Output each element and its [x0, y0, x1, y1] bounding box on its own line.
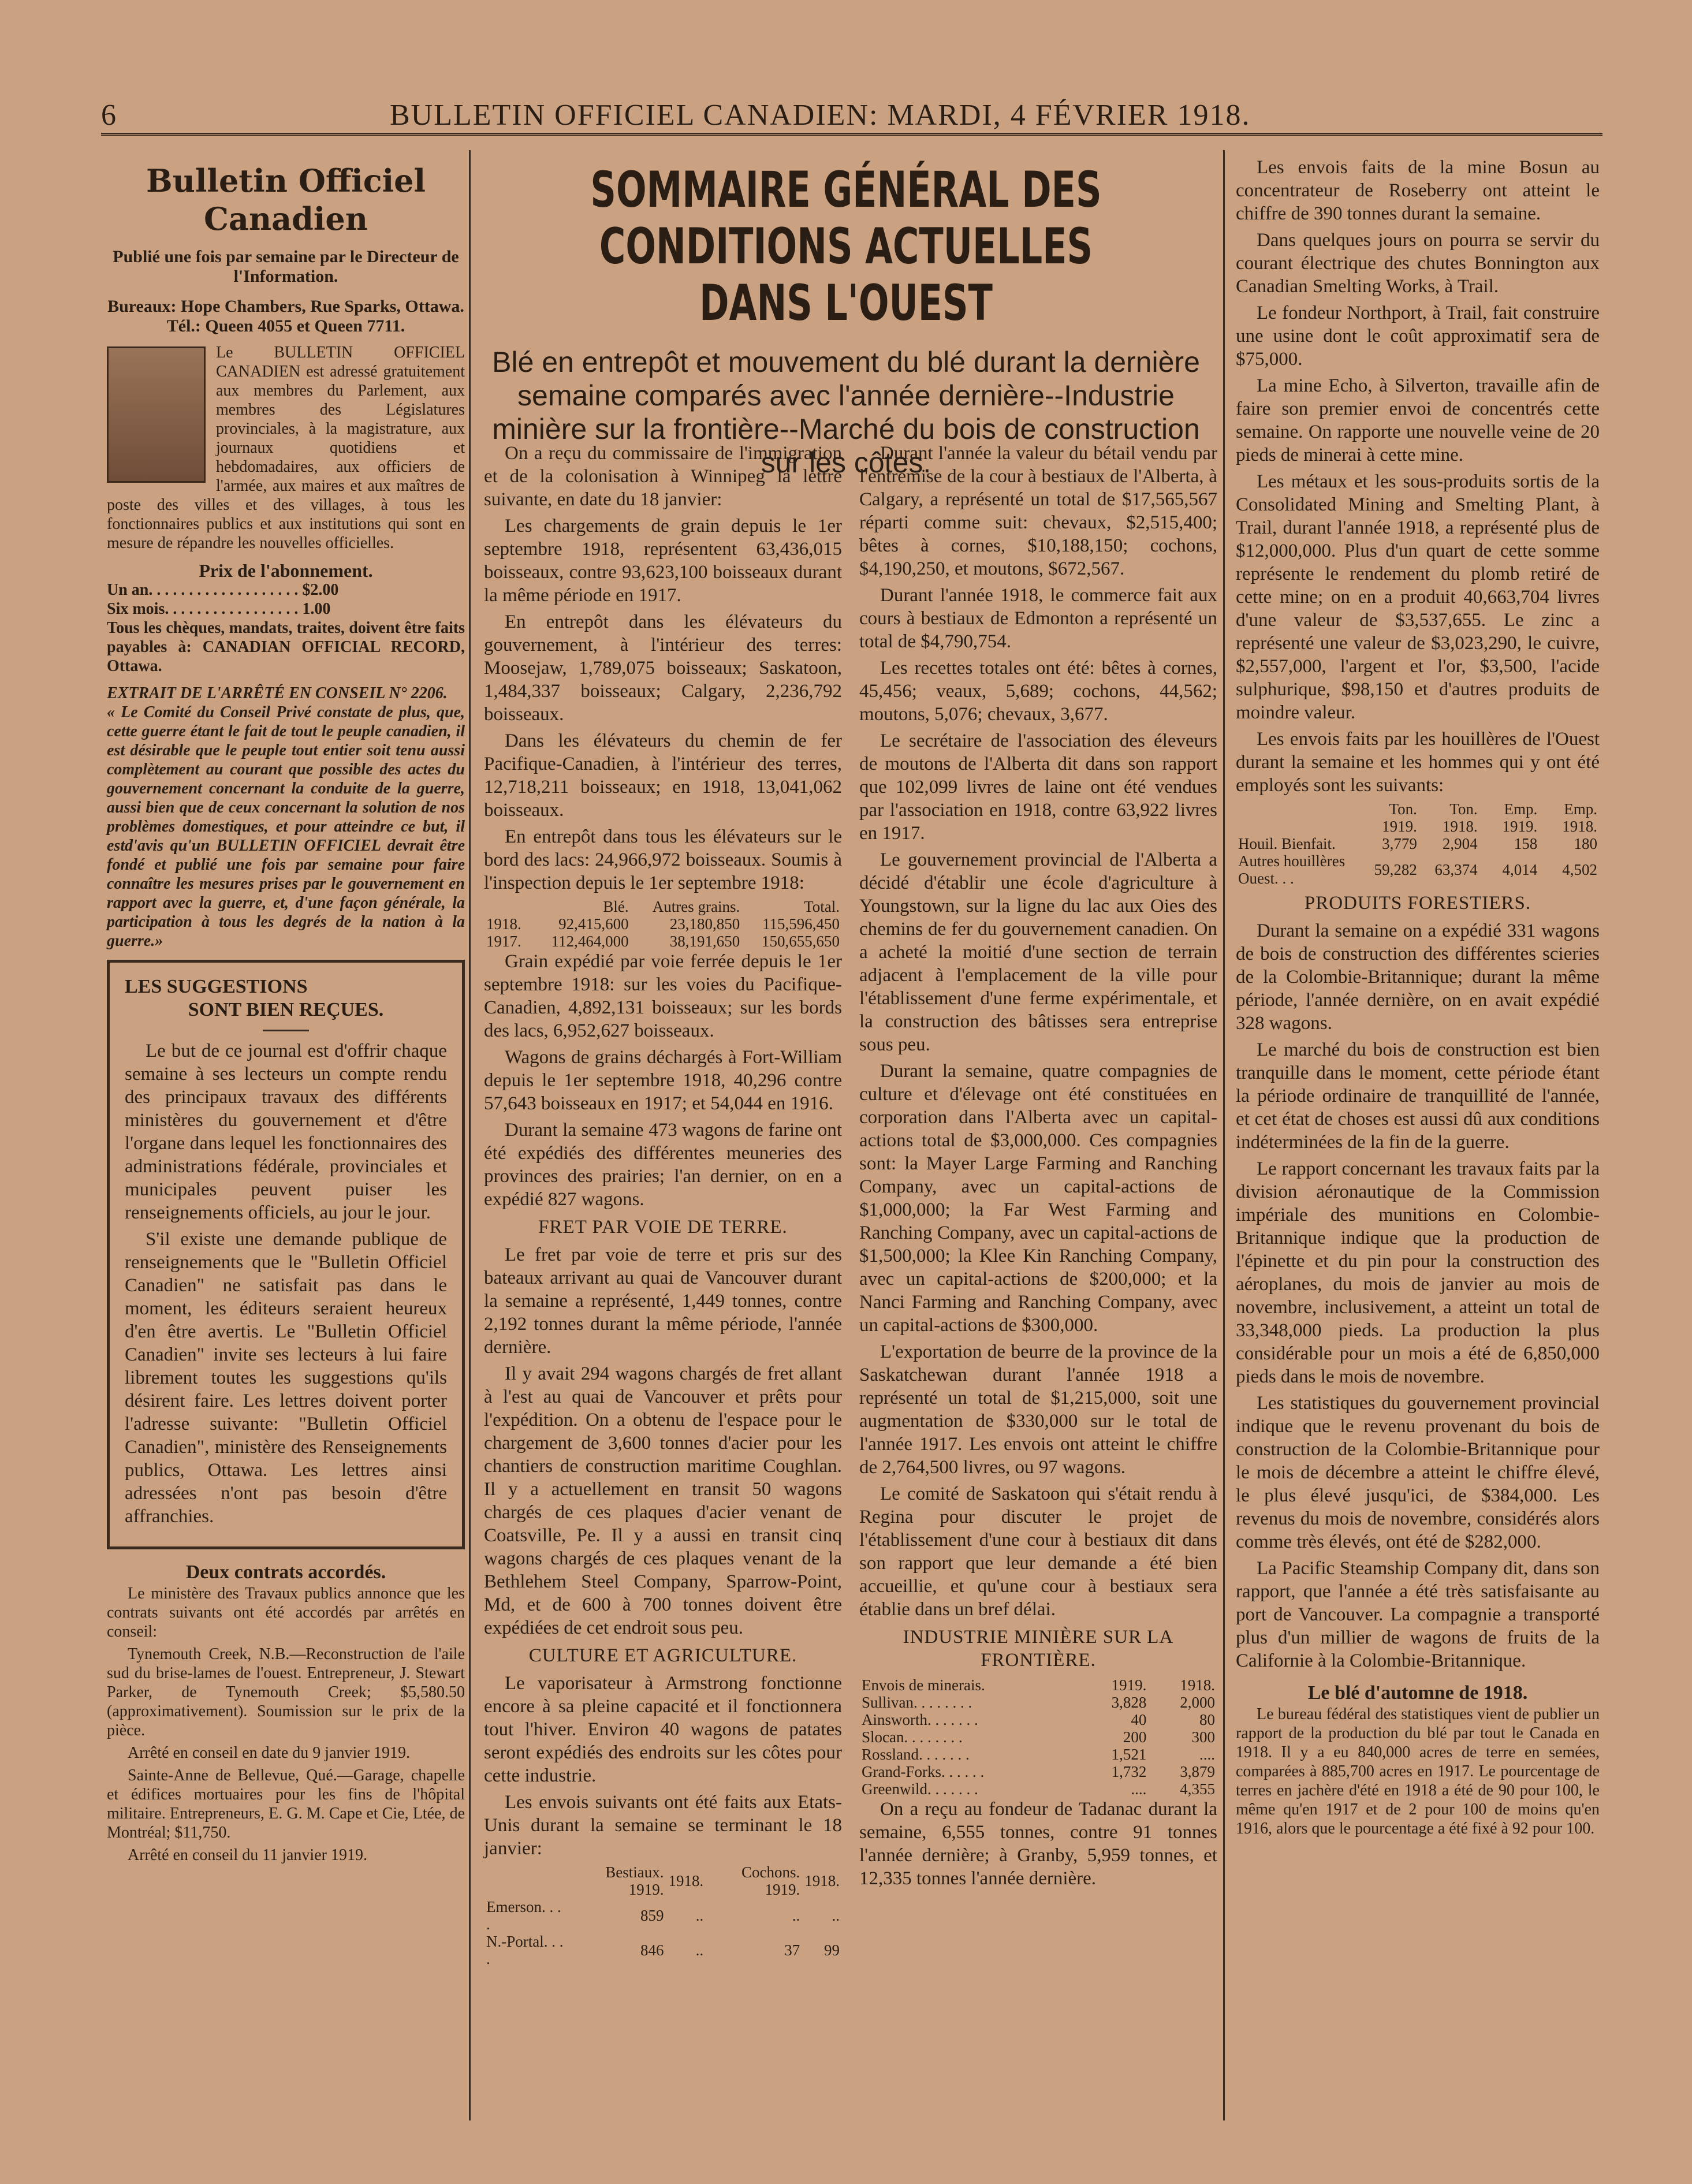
para: Les envois suivants ont été faits aux Etats-Unis durant la semaine se terminant le 18 janvier:	[484, 1792, 842, 1859]
table-cell: Sullivan. . . . . . . .	[862, 1694, 972, 1711]
para: Le vaporisateur à Armstrong fonctionne encore à sa pleine capacité et il fonctionnera tout l'hiver. Environ 40 wagons de patates seront expédiés des endroits sur les côtes pour cette industrie.	[484, 1673, 842, 1786]
masthead-title: Bulletin Officiel Canadien	[146, 162, 426, 237]
main-article-head	[476, 162, 1216, 479]
table-cell: 4,355	[1180, 1780, 1215, 1798]
para: Les chargements de grain depuis le 1er septembre 1918, représentent 63,436,015 boisseaux, contre 93,623,100 boisseaux durant la même période en 1917.	[484, 516, 842, 606]
para: Le marché du bois de construction est bien tranquille dans le moment, cette période étant la période ordinaire de tranquillité de l'année, et cet état de choses est aussi dû aux conditions indéterminées de la fin de la guerre.	[1236, 1039, 1600, 1153]
para: Le bureau fédéral des statistiques vient de publier un rapport de la production du blé par tout le Canada en 1918. Il y a eu 840,000 acres de terre en semées, comparées à 885,700 acres en 1917. Le pourcentage de terres en jachère d'été en 1918 a été de 90 pour 100, le même qu'en 1917 et de 2 pour 100 de moins qu'en 1916, alors que le pourcentage a été fixé à 92 pour 100.	[1236, 1705, 1600, 1838]
para: Le comité de Saskatoon qui s'était rendu à Regina pour discuter le projet de l'établissement d'une cour à bestiaux dit dans son rapport que leur demande a été bien accueillie, et qu'une cour à bestiaux sera établie dans un bref délai.	[859, 1484, 1217, 1620]
para: Les envois faits par les houillères de l'Ouest durant la semaine et les hommes qui y ont été employés sont les suivants:	[1236, 729, 1600, 796]
table-cell: 112,464,000	[551, 933, 629, 950]
para: Dans quelques jours on pourra se servir du courant électrique des chutes Bonnington aux Canadian Smelting Works, à Trail.	[1236, 230, 1600, 297]
contrats-p1: Le ministère des Travaux publics annonce que les contrats suivants ont été accordés par arrêtés en conseil:	[107, 1585, 465, 1641]
page-number: 6	[101, 99, 116, 132]
table-cell: Rossland. . . . . . .	[862, 1746, 970, 1763]
prix-an: Un an. . . . . . . . . . . . . . . . . . . $2.00	[107, 581, 339, 599]
para: En entrepôt dans les élévateurs du gouvernement, à l'intérieur des terres: Moosejaw, 1,789,075 boisseaux; Saskatoon, 1,484,337 boisseaux; Calgary, 2,236,792 boisseaux.	[484, 612, 842, 725]
prix-mois: Six mois. . . . . . . . . . . . . . . . . 1.00	[107, 600, 331, 618]
table-cell: 59,282	[1374, 861, 1417, 878]
para: Durant la semaine on a expédié 331 wagons de bois de construction des différentes scieries de la Colombie-Britannique; durant la même période, l'année dernière, on en avait expédié 328 wagons.	[1236, 920, 1600, 1034]
table-cell: ....	[1199, 1746, 1215, 1763]
table-cell: 1919.	[1111, 1676, 1147, 1694]
mine-title: INDUSTRIE MINIÈRE SUR LA FRONTIÈRE.	[903, 1627, 1174, 1671]
table-cell: 63,374	[1434, 861, 1478, 878]
table-cell: Total.	[804, 898, 840, 915]
contrats-p2: Tynemouth Creek, N.B.—Reconstruction de l'aile sud du brise-lames de l'ouest. Entrepreneur, J. Stewart Parker, de Tynemouth Creek; $5,580.50 (approximativement). Soumission sur le prix de la pièce.	[107, 1645, 465, 1739]
table-cell: 859	[640, 1907, 664, 1924]
table-cell: ..	[695, 1907, 704, 1924]
table-cell: Greenwild. . . . . . .	[862, 1780, 978, 1798]
table-cell: Cochons. 1919.	[741, 1864, 800, 1898]
houille-table	[1236, 800, 1600, 887]
masthead-column	[107, 162, 465, 1868]
header-rule	[101, 133, 1602, 136]
table-cell: 4,014	[1502, 861, 1538, 878]
suggestions-title-2: SONT BIEN REÇUES.	[188, 999, 384, 1020]
column-rule	[469, 150, 471, 2120]
headline: SOMMAIRE GÉNÉRAL DES CONDITIONS ACTUELLES DANS L'OUEST	[590, 161, 1102, 332]
para: Les métaux et les sous-produits sortis de la Consolidated Mining and Smelting Plant, à Trail, durant l'année 1918, a représenté plus de $12,000,000. Plus d'un quart de cette somme représente le rendement du plomb retiré de cette mine; on en a produit 40,663,704 livres d'une valeur de $3,537,655. Le zinc a représenté une valeur de $3,023,290, le cuivre, $2,557,000, l'argent et l'or, $3,500, l'acide sulphurique, $98,150 et d'autres produits de moindre valeur.	[1236, 471, 1600, 723]
table-cell	[484, 1864, 570, 1898]
para: La mine Echo, à Silverton, travaille afin de faire son premier envoi de concentrés cette semaine. On rapporte une nouvelle veine de 20 pieds de minerai à cette mine.	[1236, 375, 1600, 465]
table-cell: Autres grains.	[652, 898, 740, 915]
table-cell: ..	[792, 1907, 800, 1924]
article-column-a	[484, 442, 842, 1967]
fret-title: FRET PAR VOIE DE TERRE.	[538, 1217, 788, 1238]
table-cell: 40	[1131, 1711, 1147, 1728]
contrats-p3: Arrêté en conseil en date du 9 janvier 1919.	[128, 1744, 411, 1762]
table-cell: Bestiaux. 1919.	[605, 1864, 664, 1898]
table-cell: Envois de minerais.	[862, 1676, 985, 1694]
table-cell: Emp. 1919.	[1502, 800, 1538, 835]
para: Le secrétaire de l'association des éleveurs de moutons de l'Alberta dit dans son rapport que 102,099 livres de laine ont été vendues par l'association en 1918, contre 63,922 livres en 1917.	[859, 731, 1217, 844]
table-cell: Blé.	[603, 898, 629, 915]
bestiaux-table	[484, 1864, 842, 1967]
forest-title: PRODUITS FORESTIERS.	[1304, 893, 1531, 914]
table-cell: 300	[1191, 1728, 1215, 1746]
table-cell: 1,521	[1111, 1746, 1147, 1763]
suggestions-p1: Le but de ce journal est d'offrir chaque semaine à ses lecteurs un compte rendu des principaux travaux des différents ministères du gouvernement et d'être l'organe dans lequel les fonctionnaires des administrations fédérale, provinciales et municipales peuvent puiser les renseignements officiels, au jour le jour.	[125, 1041, 447, 1223]
extrait-title: EXTRAIT DE L'ARRÊTÉ EN CONSEIL N° 2206.	[107, 684, 448, 702]
grain-table	[484, 898, 842, 950]
right-column	[1236, 156, 1600, 1842]
table-cell: 846	[640, 1941, 664, 1959]
table-cell: 2,000	[1180, 1694, 1215, 1711]
table-cell: 1918.	[668, 1872, 704, 1889]
coat-of-arms-icon	[107, 346, 206, 483]
deck: Blé en entrepôt et mouvement du blé durant la dernière semaine comparés avec l'année dernière--Industrie minière sur la frontière--Marché du bois de construction sur les côtes.	[492, 346, 1200, 479]
prix-title: Prix de l'abonnement.	[199, 560, 373, 581]
table-cell: ..	[695, 1941, 704, 1959]
table-cell: 38,191,650	[669, 933, 740, 950]
table-cell: 3,828	[1111, 1694, 1147, 1711]
table-cell: 3,879	[1180, 1763, 1215, 1780]
suggestions-box	[107, 960, 465, 1549]
para: Les recettes totales ont été: bêtes à cornes, 45,456; veaux, 5,689; cochons, 44,562; moutons, 5,076; chevaux, 3,677.	[859, 658, 1217, 725]
table-cell: Slocan. . . . . . . .	[862, 1728, 963, 1746]
table-cell: N.-Portal. . . .	[486, 1933, 564, 1967]
table-cell: 1918.	[804, 1872, 840, 1889]
para: Il y avait 294 wagons chargés de fret allant à l'est au quai de Vancouver et prêts pour l'expédition. On a obtenu de l'espace pour le chargement de 3,600 tonnes d'acier pour les chantiers de construction maritime Coughlan. Il y a actuellement en transit 50 wagons chargés de ces plaques d'acier venant de Coatsville, Pe. Il y a aussi en transit cinq wagons chargés de ces plaques venant de la Bethlehem Steel Company, Sparrow-Point, Md, et de 600 à 700 tonnes doivent être expédiées de cet endroit sous peu.	[484, 1363, 842, 1638]
table-cell: 158	[1514, 835, 1538, 852]
masthead-pub: Publié une fois par semaine par le Directeur de l'Information.	[113, 247, 459, 286]
table-cell: 99	[824, 1941, 840, 1959]
suggestions-title-1: LES SUGGESTIONS	[125, 976, 308, 997]
article-column-b	[859, 442, 1217, 1894]
para: Le fret par voie de terre et pris sur des bateaux arrivant au quai de Vancouver durant la semaine a représenté, 1,449 tonnes, contre 2,192 tonnes durant la même période, l'année dernière.	[484, 1244, 842, 1358]
para: Durant l'année la valeur du bétail vendu par l'entremise de la cour à bestiaux de l'Alberta, à Calgary, a représenté un total de $17,565,567 réparti comme suit: chevaux, $2,515,400; bêtes à cornes, $10,188,150; cochons, $4,190,250, et moutons, $672,567.	[859, 443, 1217, 579]
table-cell: 37	[784, 1941, 800, 1959]
table-cell: 1918.	[486, 915, 521, 933]
contrats-p4: Sainte-Anne de Bellevue, Qué.—Garage, chapelle et édifices mortuaires pour les fins de l'hôpital militaire. Entrepreneurs, E. G. M. Cape et Cie, Ltée, de Montréal; $11,750.	[107, 1766, 465, 1842]
para: Dans les élévateurs du chemin de fer Pacifique-Canadien, à l'intérieur des terres, 12,718,211 boisseaux; en 1918, 13,041,062 boisseaux.	[484, 731, 842, 821]
masthead-desc: Le BULLETIN OFFICIEL CANADIEN est adressé gratuitement aux membres du Parlement, aux membres des Législatures provinciales, à la magistrature, aux journaux quotidiens et hebdomadaires, aux officiers de l'armée, aux maires et aux maîtres de poste des villes et des villages, à tous les fonctionnaires publics et aux institutions qui sont en mesure de répandre les nouvelles officielles.	[107, 344, 465, 552]
masthead-bureaux: Bureaux: Hope Chambers, Rue Sparks, Ottawa.	[107, 297, 464, 316]
divider	[263, 1030, 309, 1031]
para: Durant la semaine 473 wagons de farine ont été expédiés des différentes meuneries des provinces des prairies; l'an dernier, on en a expédié 827 wagons.	[484, 1120, 842, 1210]
table-cell: 1,732	[1111, 1763, 1147, 1780]
table-cell: 1918.	[1180, 1676, 1215, 1694]
column-rule	[1223, 150, 1225, 2120]
contrats-title: Deux contrats accordés.	[185, 1561, 386, 1583]
extrait-text: « Le Comité du Conseil Privé constate de plus, que, cette guerre étant le fait de tout le peuple canadien, il est désirable que le peuple tout entier soit tenu aussi complètement au courant que possible des actes du gouvernement concernant la conduite de la guerre, aussi bien que de ceux concernant la solution de nos problèmes domestiques, et pour atteindre ce but, il estd'avis qu'un BULLETIN OFFICIEL devrait être fondé et publié une fois par semaine pour faire connaître les mesures prises par le gouvernement en rapport avec la guerre, et, d'une façon générale, la participation à tous les degrés de la nation à la guerre.»	[107, 703, 465, 950]
table-cell: 115,596,450	[762, 915, 840, 933]
prix-note: Tous les chèques, mandats, traites, doivent être faits payables à: CANADIAN OFFICIAL RECORD, Ottawa.	[107, 619, 465, 675]
para: Le rapport concernant les travaux faits par la division aéronautique de la Commission impériale des munitions en Colombie-Britannique indique que la production de l'épinette et du pin pour la construction des aéroplanes, du mois de janvier au mois de novembre, inclusivement, a atteint un total de 33,348,000 pieds. La production la plus considérable pour un mois a été de 6,850,000 pieds dans le mois de novembre.	[1236, 1158, 1600, 1387]
para: Le gouvernement provincial de l'Alberta a décidé d'établir une école d'agriculture à Youngstown, sur la ligne du lac aux Oies des chemins de fer du gouvernement canadien. On a acheté la moitié d'une section de terrain adjacent à l'emplacement de la ville pour l'établissement d'une ferme expérimentale, et la construction des bâtisses sera entreprise sous peu.	[859, 849, 1217, 1055]
suggestions-p2: S'il existe une demande publique de renseignements que le "Bulletin Officiel Canadien" ne satisfait pas dans le moment, les éditeurs seraient heureux d'en être avertis. Le "Bulletin Officiel Canadien" invite ses lecteurs à lui faire librement toutes les suggestions qu'ils désirent faire. Les lettres doivent porter l'adresse suivante: "Bulletin Officiel Canadien", ministère des Renseignements publics, Ottawa. Les lettres ainsi adressées n'ont pas besoin d'être affranchies.	[125, 1229, 447, 1527]
table-cell: Emp. 1918.	[1562, 800, 1597, 835]
table-cell: Ton. 1918.	[1442, 800, 1478, 835]
para: Les statistiques du gouvernement provincial indique que le revenu provenant du bois de construction de la Colombie-Britannique pour le mois de décembre a atteint le chiffre élevé, le plus élevé jusqu'ici, de $384,000. Les revenus du mois de novembre, considérés alors comme très élevés, ont été de $282,000.	[1236, 1393, 1600, 1552]
table-cell: Grand-Forks. . . . . .	[862, 1763, 985, 1780]
table-cell: 80	[1199, 1711, 1215, 1728]
para: Les envois faits de la mine Bosun au concentrateur de Roseberry ont atteint le chiffre de 390 tonnes durant la semaine.	[1236, 157, 1600, 224]
table-cell: 92,415,600	[558, 915, 629, 933]
ble-title: Le blé d'automne de 1918.	[1307, 1682, 1528, 1704]
table-cell: Ainsworth. . . . . . .	[862, 1711, 978, 1728]
contrats-p5: Arrêté en conseil du 11 janvier 1919.	[128, 1846, 367, 1864]
table-cell	[484, 898, 532, 915]
para: Le fondeur Northport, à Trail, fait construire une usine dont le coût approximatif sera de $75,000.	[1236, 303, 1600, 370]
table-cell: ....	[1131, 1780, 1147, 1798]
table-cell: 180	[1574, 835, 1597, 852]
table-cell: 150,655,650	[762, 933, 840, 950]
para: Wagons de grains déchargés à Fort-William depuis le 1er septembre 1918, 40,296 contre 57,643 boisseaux en 1917; et 54,044 en 1916.	[484, 1047, 842, 1114]
culture-title: CULTURE ET AGRICULTURE.	[528, 1645, 797, 1666]
page-title: BULLETIN OFFICIEL CANADIEN: MARDI, 4 FÉVRIER 1918.	[390, 99, 1251, 132]
table-cell	[1236, 800, 1359, 835]
para: L'exportation de beurre de la province de la Saskatchewan durant l'année 1918 a représenté un total de $1,215,000, soit une augmentation de $330,000 sur le total de l'année 1917. Les envois ont atteint le chiffre de 2,764,500 livres, ou 97 wagons.	[859, 1341, 1217, 1478]
para: Durant la semaine, quatre compagnies de culture et d'élevage ont été constituées en corporation dans l'Alberta avec un capital-actions total de $3,000,000. Ces compagnies sont: la Mayer Large Farming and Ranching Company, avec un capital-actions de $1,000,000; la Far West Farming and Ranching Company, avec un capital-actions de $1,500,000; la Klee Kin Ranching Company, avec un capital-actions de $200,000; et la Nanci Farming and Ranching Company, avec un capital-actions de $300,000.	[859, 1061, 1217, 1336]
table-cell: Emerson. . . .	[486, 1898, 561, 1933]
table-cell: 2,904	[1442, 835, 1478, 852]
para: On a reçu du commissaire de l'immigration et de la colonisation à Winnipeg la lettre suivante, en date du 18 janvier:	[484, 443, 842, 510]
table-cell: 1917.	[486, 933, 521, 950]
para: On a reçu au fondeur de Tadanac durant la semaine, 6,555 tonnes, contre 91 tonnes l'année dernière; à Granby, 5,959 tonnes, et 12,335 tonnes l'année dernière.	[859, 1799, 1217, 1889]
table-cell: Ton. 1919.	[1382, 800, 1417, 835]
para: En entrepôt dans tous les élévateurs sur le bord des lacs: 24,966,972 boisseaux. Soumis à l'inspection depuis le 1er septembre 1918:	[484, 826, 842, 893]
para: La Pacific Steamship Company dit, dans son rapport, que l'année a été très satisfaisante au port de Vancouver. La compagnie a transporté plus d'un millier de wagons de fruits de la Californie à la Colombie-Britannique.	[1236, 1558, 1600, 1671]
table-cell: 3,779	[1382, 835, 1417, 852]
para: Grain expédié par voie ferrée depuis le 1er septembre 1918: sur les voies du Pacifique-Canadien, 4,892,131 boisseaux; sur les bords des lacs, 6,952,627 boisseaux.	[484, 951, 842, 1041]
table-cell: Autres houillères Ouest. . .	[1238, 852, 1346, 887]
table-cell: 200	[1123, 1728, 1147, 1746]
para: Durant l'année 1918, le commerce fait aux cours à bestiaux de Edmonton a représenté un total de $4,790,754.	[859, 585, 1217, 652]
table-cell: Houil. Bienfait.	[1238, 835, 1336, 852]
table-cell: 23,180,850	[669, 915, 740, 933]
masthead-tel: Tél.: Queen 4055 et Queen 7711.	[166, 316, 405, 336]
mine-table	[859, 1676, 1217, 1798]
table-cell: ..	[832, 1907, 840, 1924]
table-cell: 4,502	[1562, 861, 1597, 878]
